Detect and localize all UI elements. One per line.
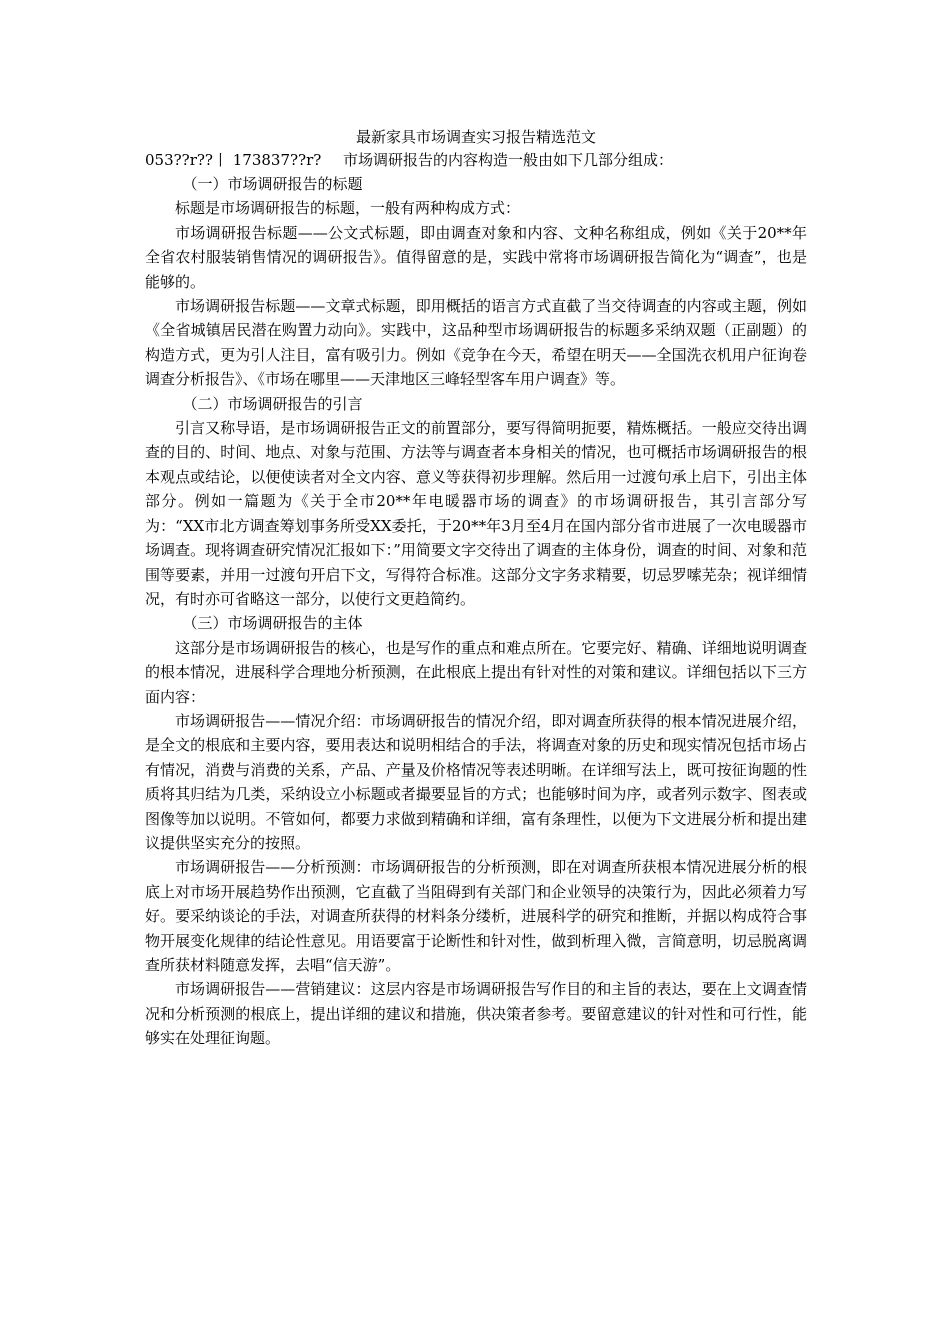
section-heading-intro: （二）市场调研报告的引言 (182, 394, 363, 413)
document-page (145, 126, 807, 1051)
body-paragraph: 市场调研报告标题——文章式标题，即用概括的语言方式直截了当交待调查的内容或主题，例如《全省城镇居民潜在购置力动向》。实践中，这品种型市场调研报告的标题多采纳双题（正副题）的构造方式，更为引人注目，富有吸引力。例如《竞争在今天，希望在明天——全国洗衣机用户征询卷调查分析报告》、《市场在哪里——天津地区三峰轻型客车用户调查》等。 (145, 297, 807, 389)
section-heading-body: （三）市场调研报告的主体 (182, 614, 363, 633)
section-heading-title: （一）市场调研报告的标题 (182, 175, 363, 193)
body-paragraph: 引言又称导语，是市场调研报告正文的前置部分，要写得简明扼要，精炼概括。一般应交待出调查的目的、时间、地点、对象与范围、方法等与调查者本身相关的情况，也可概括市场调研报告的根本观点或结论，以便使读者对全文内容、意义等获得初步理解。然后用一过渡句承上启下，引出主体部分。例如一篇题为《关于全市20**年电暖器市场的调查》的市场调研报告，其引言部分写为：“XX市北方调查筹划事务所受XX委托，于20**年3月至4月在国内部分省市进展了一次电暖器市场调查。现将调查研究情况汇报如下：”用简要文字交待出了调查的主体身份，调查的时间、对象和范围等要素，并用一过渡句开启下文，写得符合标准。这部分文字务求精要，切忌罗嗦芜杂；视详细情况，有时亦可省略这一部分，以使行文更趋简约。 (145, 419, 807, 608)
body-paragraph: 市场调研报告——情况介绍：市场调研报告的情况介绍，即对调查所获得的根本情况进展介绍，是全文的根底和主要内容，要用表达和说明相结合的手法，将调查对象的历史和现实情况包括市场占有情况，消费与消费的关系，产品、产量及价格情况等表述明晰。在详细写法上，既可按征询题的性质将其归结为几类，采纳设立小标题或者撮要显旨的方式；也能够时间为序，或者列示数字、图表或图像等加以说明。不管如何，都要力求做到精确和详细，富有条理性，以便为下文进展分析和提出建议提供坚实充分的按照。 (145, 711, 807, 852)
body-paragraph: 市场调研报告——分析预测：市场调研报告的分析预测，即在对调查所获根本情况进展分析的根底上对市场开展趋势作出预测，它直截了当阻碍到有关部门和企业领导的决策行为，因此必须着力写好。要采纳谈论的手法，对调查所获得的材料条分缕析，进展科学的研究和推断，并据以构成符合事物开展变化规律的结论性意见。用语要富于论断性和针对性，做到析理入微，言简意明，切忌脱离调查所获材料随意发挥，去唱“信天游”。 (145, 858, 807, 974)
document-title: 最新家具市场调查实习报告精选范文 (355, 128, 596, 146)
intro-sentence: 市场调研报告的内容构造一般由如下几部分组成： (343, 151, 674, 169)
body-paragraph: 市场调研报告——营销建议：这层内容是市场调研报告写作目的和主旨的表达，要在上文调查情况和分析预测的根底上，提出详细的建议和措施，供决策者参考。要留意建议的针对性和可行性，能够实在处理征询题。 (145, 980, 807, 1048)
body-paragraph: 市场调研报告标题——公文式标题，即由调查对象和内容、文种名称组成，例如《关于20**年全省农村服装销售情况的调研报告》。值得留意的是，实践中常将市场调研报告简化为“调查”，也是能够的。 (145, 223, 807, 291)
garbled-code-text: 053??r??丨 173837??r? (145, 151, 322, 169)
body-paragraph: 这部分是市场调研报告的核心，也是写作的重点和难点所在。它要完好、精确、详细地说明调查的根本情况，进展科学合理地分析预测，在此根底上提出有针对性的对策和建议。详细包括以下三方面内容： (145, 638, 807, 706)
body-paragraph: 标题是市场调研报告的标题，一般有两种构成方式： (175, 199, 521, 218)
code-line (145, 148, 807, 172)
